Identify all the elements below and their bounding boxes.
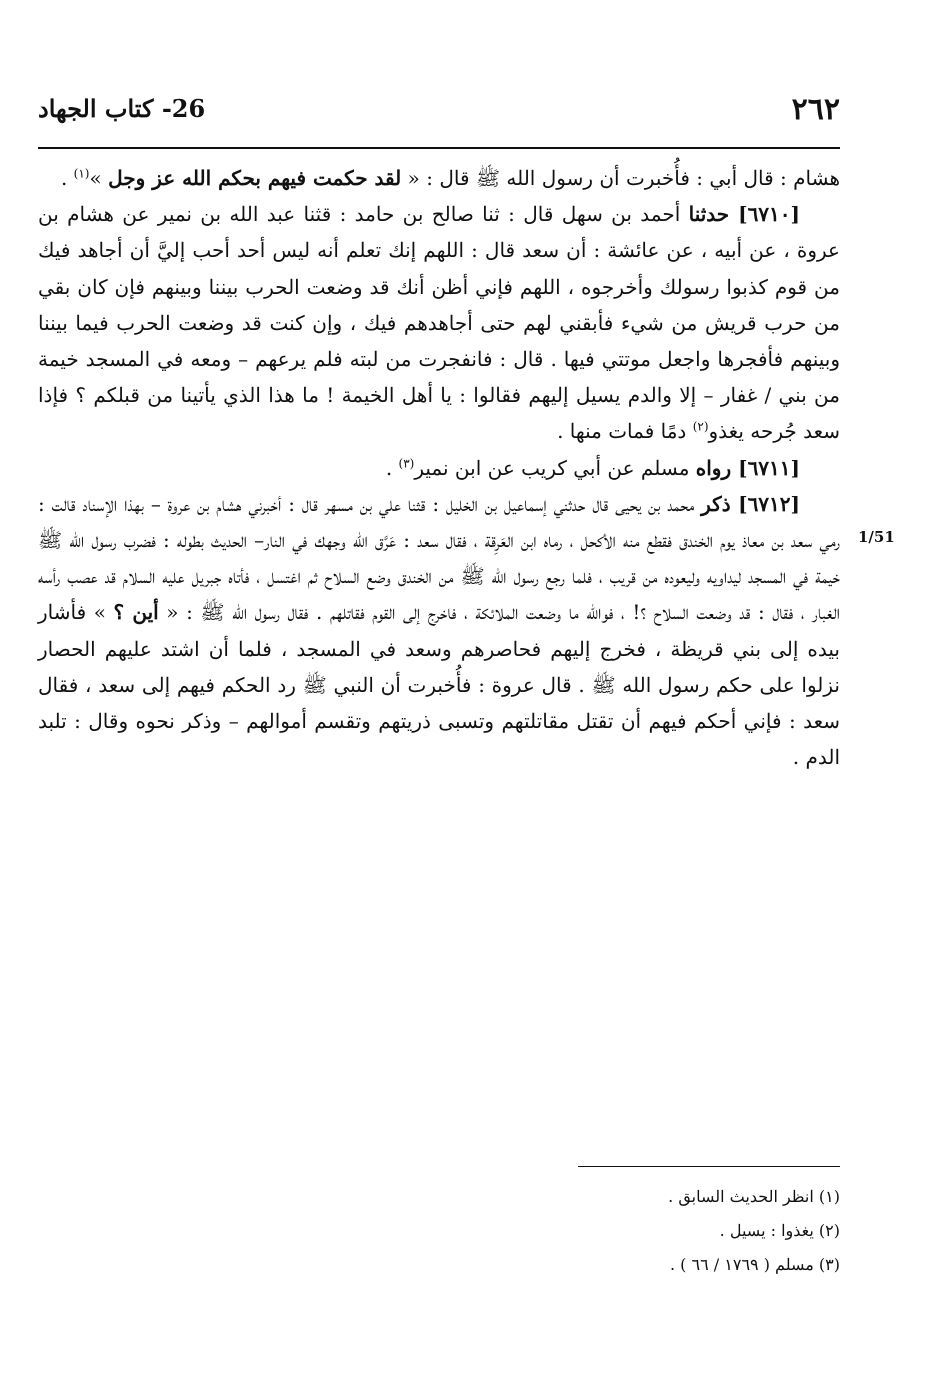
prophet-quote: لقد حكمت فيهم بحكم الله عز وجل	[108, 166, 402, 190]
hadith-lead: حدثنا	[688, 202, 739, 227]
header-divider	[38, 147, 840, 149]
margin-reference: 1/51	[858, 528, 895, 546]
hadith-6711	[38, 450, 840, 486]
footnote-divider	[578, 1166, 840, 1167]
text: »	[89, 166, 109, 190]
hadith-text: مسلم عن أبي كريب عن ابن نمير	[414, 455, 696, 480]
footnote-marker: (١)	[73, 166, 90, 181]
hadith-6710	[38, 196, 840, 449]
hadith-text-tail: .	[385, 455, 399, 480]
footnote-marker: (٢)	[692, 419, 709, 434]
prophet-quote: أين ؟	[113, 600, 159, 625]
footnote-marker: (٣)	[398, 455, 415, 470]
book-title: 26- كتاب الجهاد	[38, 94, 206, 123]
hadith-number: [٦٧١٢]	[738, 491, 800, 516]
hadith-text: » فأشار بيده إلى بني قريظة ، فخرج إليهم فحاصرهم وسعد في المسجد ، فلما أن اشتد عليهم الحصار نزلوا على حكم رسول الله ﷺ . قال عروة : فأُخبرت أن النبي ﷺ رد الحكم فيهم إلى سعد ، فقال سعد : فإني أحكم فيهم أن تقتل مقاتلتهم وتسبى ذريتهم وتقسم أموالهم – وذكر نحوه وقال : تلبد الدم .	[38, 600, 840, 770]
hadith-lead: رواه	[695, 455, 739, 480]
footnote-2: (٢) يغذوا : يسيل .	[719, 1221, 840, 1240]
text: هشام : قال أبي : فأُخبرت أن رسول الله ﷺ قال : «	[401, 166, 840, 190]
footnote-3: (٣) مسلم ( ١٧٦٩ / ٦٦ ) .	[670, 1255, 840, 1274]
hadith-number: [٦٧١١]	[738, 455, 800, 480]
page-number: ٢٦٢	[791, 92, 840, 127]
page-header	[38, 92, 840, 136]
paragraph-continuation	[38, 160, 840, 196]
main-text	[38, 160, 840, 775]
text: .	[60, 166, 74, 190]
hadith-text: أحمد بن سهل قال : ثنا صالح بن حامد : قثنا عبد الله بن نمير عن هشام بن عروة ، عن أبيه ، عن عائشة : أن سعد قال : اللهم إنك تعلم أنه ليس أحد أحب إليَّ أن أجاهد فيك من قوم كذبوا رسولك وأخرجوه ، اللهم فإني أظن أنك قد وضعت الحرب بيننا وبينهم فإن كان بقي من حرب قريش من شيء فأبقني لهم حتى أجاهدهم فيك ، وإن كنت قد وضعت الحرب فيما بيننا وبينهم فأفجرها واجعل موتتي فيها . قال : فانفجرت من لبته فلم يرعهم – ومعه في المسجد خيمة من بني / غفار – إلا والدم يسيل إليهم فقالوا : يا أهل الخيمة ! ما هذا الذي يأتينا من قبلكم ؟ فإذا سعد جُرحه يغذو	[38, 202, 840, 444]
footnotes	[38, 1180, 840, 1282]
footnote-1: (١) انظر الحديث السابق .	[668, 1187, 840, 1206]
hadith-number: [٦٧١٠]	[738, 202, 800, 227]
hadith-text-tail: دمًا فمات منها .	[557, 419, 693, 444]
hadith-lead: ذكر	[701, 491, 739, 516]
hadith-6712	[38, 486, 840, 776]
hadith-text: محمد بن يحيى قال حدثني إسماعيل بن الخليل : قثنا علي بن مسهر قال : أخبرني هشام بن عروة – بهذا الإسناد قالت : رمي سعد بن معاذ يوم الخندق فقطع منه الأكحل ، رماه ابن العَرِقة ، فقال سعد : عَرَّق الله وجهك في النار– الحديث بطوله : فضرب رسول الله ﷺ خيمة في المسجد ليداويه وليعوده من قريب ، فلما رجع رسول الله ﷺ من الخندق وضع السلاح ثم اغتسل ، فأتاه جبريل عليه السلام قد عصب رأسه الغبار ، فقال : قد وضعت السلاح ؟! ، فوالله ما وضعت الملائكة ، فاخرج إلى القوم فقاتلهم . فقال رسول الله ﷺ : «	[38, 491, 840, 625]
